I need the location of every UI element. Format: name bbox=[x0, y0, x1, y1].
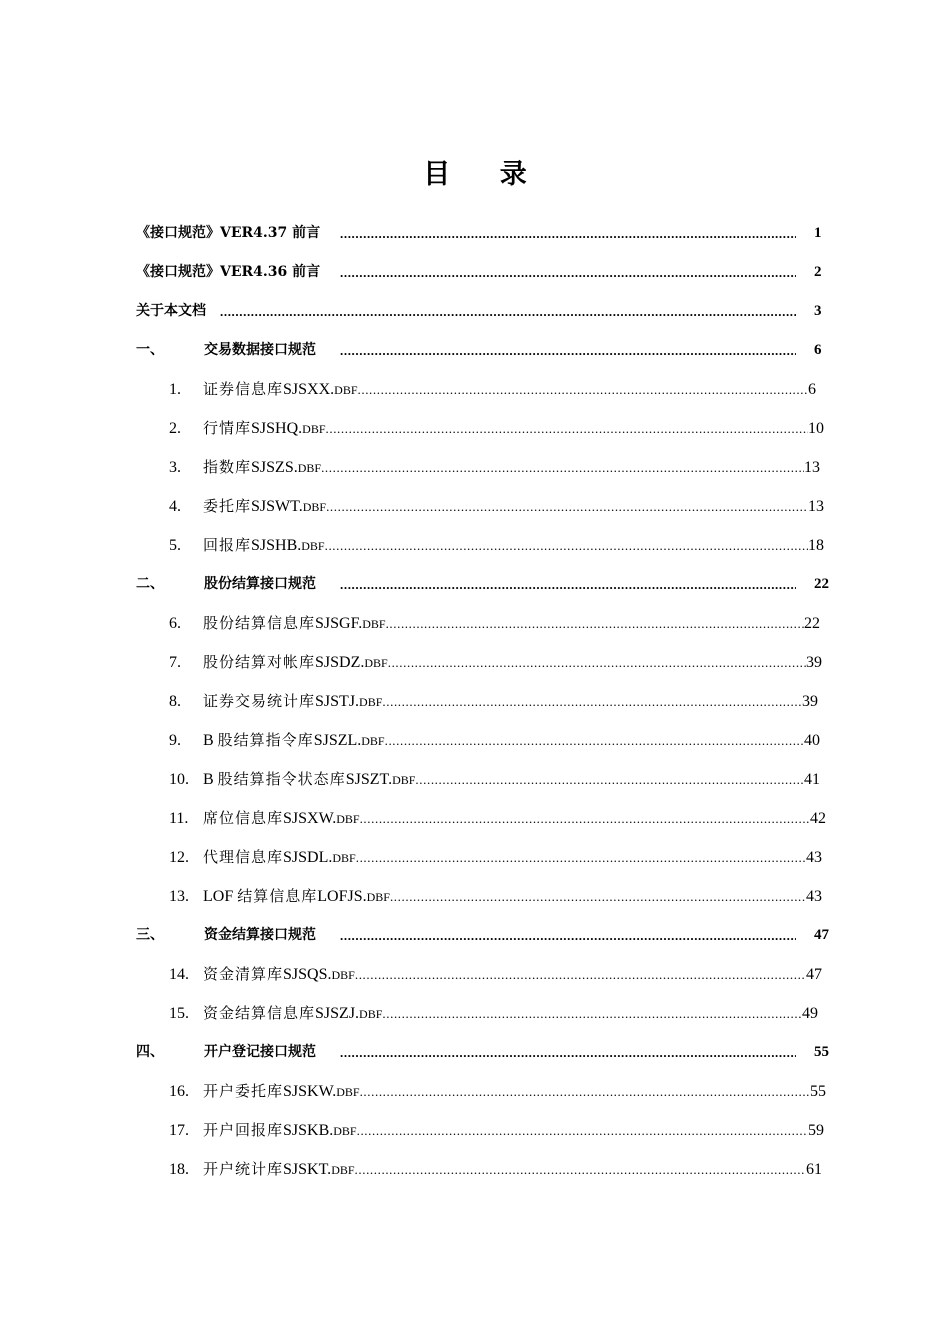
toc-entry-title: 资金清算库 bbox=[203, 965, 284, 983]
toc-entry-number: 18. bbox=[169, 1161, 189, 1178]
toc-leader-dots bbox=[382, 994, 802, 1033]
toc-entry-code: SJSTJ. bbox=[315, 693, 360, 710]
toc-entry-code: SJSXX. bbox=[283, 381, 335, 398]
toc-leader-dots bbox=[360, 1072, 810, 1111]
toc-entry-ext: DBF bbox=[331, 968, 355, 982]
toc-entry-ext: DBF bbox=[336, 812, 360, 826]
toc-entry-label: 《接口规范》VER4.37 前言 bbox=[136, 225, 321, 241]
toc-entry[interactable] bbox=[0, 1150, 950, 1189]
toc-entry[interactable] bbox=[0, 877, 950, 916]
toc-leader-dots bbox=[388, 643, 806, 682]
toc-entry-title: 开户委托库 bbox=[203, 1082, 284, 1100]
toc-entry-page: 61 bbox=[806, 1161, 822, 1178]
toc-entry-page: 13 bbox=[804, 459, 820, 476]
toc-leader-dots bbox=[360, 799, 810, 838]
toc-entry-text bbox=[203, 682, 802, 721]
toc-entry-page: 3 bbox=[814, 303, 822, 319]
toc-entry-page: 42 bbox=[810, 810, 826, 827]
toc-entry-title: 资金结算信息库 bbox=[203, 1004, 316, 1022]
toc-entry-code: SJSZJ. bbox=[315, 1005, 360, 1022]
toc-entry-title: 证券交易统计库 bbox=[203, 692, 316, 710]
toc-entry-code: SJSHQ. bbox=[251, 420, 303, 437]
toc-entry-text bbox=[203, 760, 804, 799]
toc-entry-text bbox=[203, 604, 804, 643]
toc-entry-number: 5. bbox=[169, 537, 181, 554]
toc-entry-code: SJSHB. bbox=[251, 537, 302, 554]
toc-entry-page: 41 bbox=[804, 771, 820, 788]
toc-entry-number: 17. bbox=[169, 1122, 189, 1139]
toc-section-label: 股份结算接口规范 bbox=[204, 576, 316, 592]
toc-entry-ext: DBF bbox=[362, 617, 386, 631]
toc-leader-dots bbox=[340, 916, 796, 955]
toc-leader-dots bbox=[385, 721, 804, 760]
toc-entry-title: 委托库 bbox=[203, 497, 252, 515]
toc-entry-number: 16. bbox=[169, 1083, 189, 1100]
toc-entry-ext: DBF bbox=[359, 695, 383, 709]
toc-entry-text bbox=[203, 994, 802, 1033]
toc-entry[interactable] bbox=[0, 799, 950, 838]
toc-entry-ext: DBF bbox=[302, 500, 327, 514]
toc-entry-page: 39 bbox=[802, 693, 818, 710]
toc-leader-dots bbox=[340, 253, 796, 292]
toc-entry-ext: DBF bbox=[364, 656, 388, 670]
toc-entry-ext: DBF bbox=[361, 734, 385, 748]
toc-entry-title: 席位信息库 bbox=[203, 809, 284, 827]
toc-section-page: 55 bbox=[814, 1044, 829, 1060]
toc-leader-dots bbox=[340, 331, 796, 370]
toc-leader-dots bbox=[220, 292, 796, 331]
toc-entry-code: SJSZT. bbox=[345, 771, 393, 788]
toc-entry-page: 43 bbox=[806, 888, 822, 905]
toc-entry-text bbox=[203, 643, 806, 682]
toc-entry-number: 6. bbox=[169, 615, 181, 632]
toc-entry-number: 13. bbox=[169, 888, 189, 905]
toc-entry-preface-437[interactable] bbox=[0, 214, 950, 253]
toc-entry-code: SJSQS. bbox=[283, 966, 332, 983]
toc-entry-code: SJSGF. bbox=[315, 615, 363, 632]
toc-section-1[interactable] bbox=[0, 331, 950, 370]
toc-section-number: 一、 bbox=[136, 342, 164, 358]
toc-entry-number: 7. bbox=[169, 654, 181, 671]
toc-entry-ext: DBF bbox=[366, 890, 390, 904]
toc-entry-title: 代理信息库 bbox=[203, 848, 284, 866]
toc-entry-page: 1 bbox=[814, 225, 822, 241]
toc-leader-dots bbox=[325, 526, 808, 565]
toc-leader-dots bbox=[340, 214, 796, 253]
toc-entry[interactable] bbox=[0, 526, 950, 565]
toc-entry-title: 证券信息库 bbox=[203, 380, 284, 398]
toc-entry-ext: DBF bbox=[302, 422, 326, 436]
toc-leader-dots bbox=[357, 1111, 808, 1150]
toc-entry-page: 13 bbox=[808, 498, 824, 515]
toc-section-page: 22 bbox=[814, 576, 829, 592]
toc-entry-text bbox=[203, 877, 806, 916]
toc-section-number: 二、 bbox=[136, 576, 164, 592]
toc-entry-page: 22 bbox=[804, 615, 820, 632]
toc-entry[interactable] bbox=[0, 409, 950, 448]
toc-entry-title: 股结算指令库 bbox=[217, 731, 314, 749]
page-title: 目 录 bbox=[423, 159, 547, 190]
toc-entry-text bbox=[203, 409, 808, 448]
toc-section-label: 开户登记接口规范 bbox=[204, 1044, 316, 1060]
toc-entry-text bbox=[203, 448, 804, 487]
toc-entry-label: 关于本文档 bbox=[136, 303, 206, 319]
toc-entry-ext: DBF bbox=[336, 1085, 360, 1099]
toc-leader-dots bbox=[326, 409, 809, 448]
toc-entry-code: SJSKB. bbox=[283, 1122, 334, 1139]
toc-entry[interactable] bbox=[0, 1072, 950, 1111]
toc-leader-dots bbox=[355, 1150, 806, 1189]
toc-entry-title: 股份结算信息库 bbox=[203, 614, 316, 632]
toc-entry-code: SJSKW. bbox=[283, 1083, 337, 1100]
toc-entry-code: SJSKT. bbox=[283, 1161, 332, 1178]
toc-entry-title: 行情库 bbox=[203, 419, 252, 437]
toc-entry-prefix: B bbox=[203, 771, 218, 788]
table-of-contents bbox=[0, 214, 950, 1189]
toc-leader-dots bbox=[386, 604, 804, 643]
toc-entry-page: 39 bbox=[806, 654, 822, 671]
toc-entry-ext: DBF bbox=[297, 461, 322, 475]
toc-entry[interactable] bbox=[0, 994, 950, 1033]
toc-entry-text bbox=[203, 721, 804, 760]
toc-section-4[interactable] bbox=[0, 1033, 950, 1072]
toc-entry-text bbox=[203, 1111, 808, 1150]
toc-entry-ext: DBF bbox=[331, 1163, 355, 1177]
toc-leader-dots bbox=[355, 955, 806, 994]
toc-entry-page: 49 bbox=[802, 1005, 818, 1022]
toc-entry-ext: DBF bbox=[359, 1007, 383, 1021]
toc-entry-code: SJSZS. bbox=[251, 459, 298, 476]
toc-leader-dots bbox=[358, 370, 809, 409]
toc-entry-page: 43 bbox=[806, 849, 822, 866]
toc-entry[interactable] bbox=[0, 487, 950, 526]
toc-entry[interactable] bbox=[0, 370, 950, 409]
toc-section-label: 交易数据接口规范 bbox=[204, 342, 316, 358]
toc-entry[interactable] bbox=[0, 682, 950, 721]
toc-entry[interactable] bbox=[0, 721, 950, 760]
toc-entry-text bbox=[203, 1072, 810, 1111]
toc-entry-ext: DBF bbox=[392, 773, 416, 787]
toc-entry[interactable] bbox=[0, 643, 950, 682]
toc-leader-dots bbox=[321, 448, 804, 487]
toc-entry-number: 3. bbox=[169, 459, 181, 476]
toc-entry-code: SJSXW. bbox=[283, 810, 337, 827]
toc-entry-ext: DBF bbox=[332, 851, 356, 865]
toc-entry-title: 股结算指令状态库 bbox=[217, 770, 346, 788]
toc-leader-dots bbox=[390, 877, 806, 916]
toc-entry-text bbox=[203, 799, 810, 838]
toc-leader-dots bbox=[340, 565, 796, 604]
toc-section-number: 三、 bbox=[136, 927, 164, 943]
toc-leader-dots bbox=[340, 1033, 796, 1072]
toc-entry-title: 回报库 bbox=[203, 536, 252, 554]
toc-entry-code: SJSWT. bbox=[251, 498, 303, 515]
toc-entry-title: 股份结算对帐库 bbox=[203, 653, 316, 671]
toc-entry-label: 《接口规范》VER4.36 前言 bbox=[136, 264, 321, 280]
toc-entry-number: 12. bbox=[169, 849, 189, 866]
toc-section-number: 四、 bbox=[136, 1044, 164, 1060]
toc-entry-page: 10 bbox=[808, 420, 824, 437]
toc-entry-page: 2 bbox=[814, 264, 822, 280]
toc-entry-text bbox=[203, 526, 808, 565]
toc-entry-number: 1. bbox=[169, 381, 181, 398]
toc-entry-text bbox=[203, 370, 808, 409]
toc-entry-number: 10. bbox=[169, 771, 189, 788]
toc-entry-ext: DBF bbox=[301, 539, 325, 553]
toc-entry-page: 59 bbox=[808, 1122, 824, 1139]
toc-entry-code: SJSZL. bbox=[313, 732, 362, 749]
toc-entry[interactable] bbox=[0, 955, 950, 994]
toc-entry-number: 15. bbox=[169, 1005, 189, 1022]
toc-section-2[interactable] bbox=[0, 565, 950, 604]
toc-leader-dots bbox=[326, 487, 808, 526]
toc-entry-text bbox=[203, 838, 806, 877]
toc-entry[interactable] bbox=[0, 760, 950, 799]
toc-entry-title: 结算信息库 bbox=[237, 887, 318, 905]
toc-entry-number: 9. bbox=[169, 732, 181, 749]
toc-entry-page: 6 bbox=[808, 381, 816, 398]
toc-entry-page: 18 bbox=[808, 537, 824, 554]
toc-section-label: 资金结算接口规范 bbox=[204, 927, 316, 943]
toc-leader-dots bbox=[382, 682, 802, 721]
toc-entry-title: 开户回报库 bbox=[203, 1121, 284, 1139]
toc-section-page: 6 bbox=[814, 342, 822, 358]
toc-entry-number: 2. bbox=[169, 420, 181, 437]
toc-entry[interactable] bbox=[0, 838, 950, 877]
toc-entry-title: 开户统计库 bbox=[203, 1160, 284, 1178]
toc-leader-dots bbox=[356, 838, 806, 877]
toc-entry-text bbox=[203, 487, 808, 526]
toc-leader-dots bbox=[415, 760, 804, 799]
toc-entry-title: 指数库 bbox=[203, 458, 252, 476]
toc-entry-ext: DBF bbox=[334, 383, 358, 397]
toc-entry-preface-436[interactable] bbox=[0, 253, 950, 292]
toc-entry[interactable] bbox=[0, 1111, 950, 1150]
toc-entry-number: 4. bbox=[169, 498, 181, 515]
toc-entry-text bbox=[203, 955, 806, 994]
toc-section-3[interactable] bbox=[0, 916, 950, 955]
toc-entry-prefix: LOF bbox=[203, 888, 238, 905]
toc-entry-number: 14. bbox=[169, 966, 189, 983]
toc-entry-ext: DBF bbox=[333, 1124, 357, 1138]
toc-entry-code: LOFJS. bbox=[317, 888, 367, 905]
toc-entry-code: SJSDZ. bbox=[315, 654, 365, 671]
toc-section-page: 47 bbox=[814, 927, 829, 943]
toc-entry[interactable] bbox=[0, 448, 950, 487]
toc-entry-number: 8. bbox=[169, 693, 181, 710]
toc-entry-prefix: B bbox=[203, 732, 218, 749]
toc-entry-number: 11. bbox=[169, 810, 189, 827]
toc-entry[interactable] bbox=[0, 604, 950, 643]
toc-entry-page: 55 bbox=[810, 1083, 826, 1100]
toc-entry-code: SJSDL. bbox=[283, 849, 333, 866]
toc-entry-about[interactable] bbox=[0, 292, 950, 331]
toc-entry-page: 47 bbox=[806, 966, 822, 983]
toc-entry-text bbox=[203, 1150, 806, 1189]
toc-entry-page: 40 bbox=[804, 732, 820, 749]
